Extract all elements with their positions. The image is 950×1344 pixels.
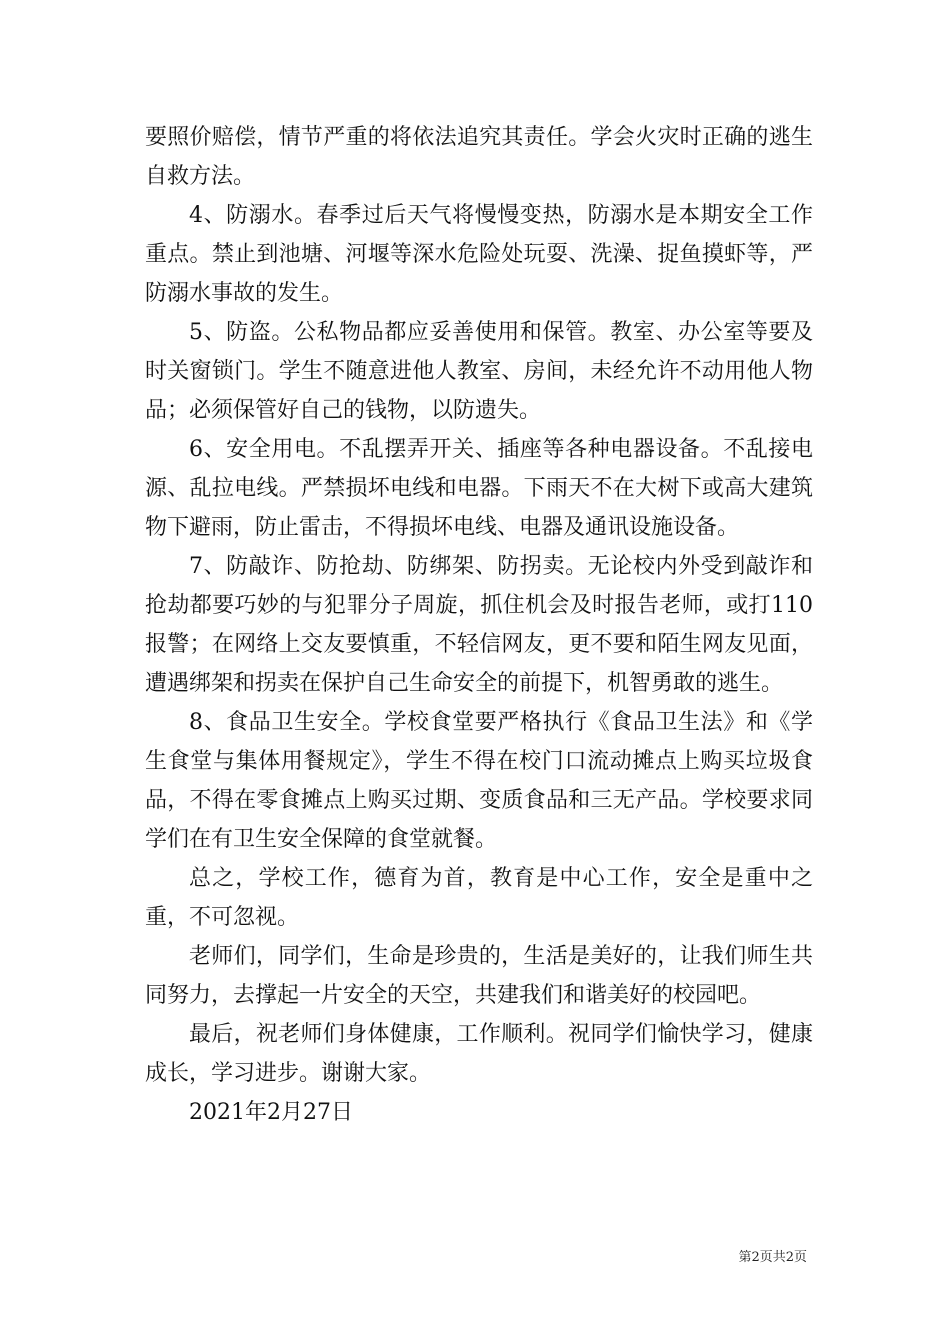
paragraph-theft: 5、防盗。公私物品都应妥善使用和保管。教室、办公室等要及时关窗锁门。学生不随意进他人教室、房间，未经允许不动用他人物品；必须保管好自己的钱物，以防遗失。 [145, 320, 813, 423]
document-date: 2021年2月27日 [189, 1100, 353, 1125]
paragraph-continuation: 要照价赔偿，情节严重的将依法追究其责任。学会火灾时正确的逃生自救方法。 [145, 125, 813, 189]
document-body [145, 118, 813, 1132]
paragraph-drowning: 4、防溺水。春季过后天气将慢慢变热，防溺水是本期安全工作重点。禁止到池塘、河堰等深水危险处玩耍、洗澡、捉鱼摸虾等，严防溺水事故的发生。 [145, 203, 813, 306]
paragraph-appeal: 老师们，同学们，生命是珍贵的，生活是美好的，让我们师生共同努力，去撑起一片安全的天空，共建我们和谐美好的校园吧。 [145, 944, 813, 1008]
page-number-footer: 第2页共2页 [738, 1250, 807, 1265]
paragraph-food-safety: 8、食品卫生安全。学校食堂要严格执行《食品卫生法》和《学生食堂与集体用餐规定》，学生不得在校门口流动摊点上购买垃圾食品，不得在零食摊点上购买过期、变质食品和三无产品。学校要求同学们在有卫生安全保障的食堂就餐。 [145, 710, 813, 852]
paragraph-extortion: 7、防敲诈、防抢劫、防绑架、防拐卖。无论校内外受到敲诈和抢劫都要巧妙的与犯罪分子周旋，抓住机会及时报告老师，或打110报警；在网络上交友要慎重，不轻信网友，更不要和陌生网友见面，遭遇绑架和拐卖在保护自己生命安全的前提下，机智勇敢的逃生。 [145, 554, 813, 696]
paragraph-summary: 总之，学校工作，德育为首，教育是中心工作，安全是重中之重，不可忽视。 [145, 866, 813, 930]
paragraph-closing: 最后，祝老师们身体健康，工作顺利。祝同学们愉快学习，健康成长，学习进步。谢谢大家。 [145, 1022, 813, 1086]
paragraph-electricity: 6、安全用电。不乱摆弄开关、插座等各种电器设备。不乱接电源、乱拉电线。严禁损坏电线和电器。下雨天不在大树下或高大建筑物下避雨，防止雷击，不得损坏电线、电器及通讯设施设备。 [145, 437, 813, 540]
